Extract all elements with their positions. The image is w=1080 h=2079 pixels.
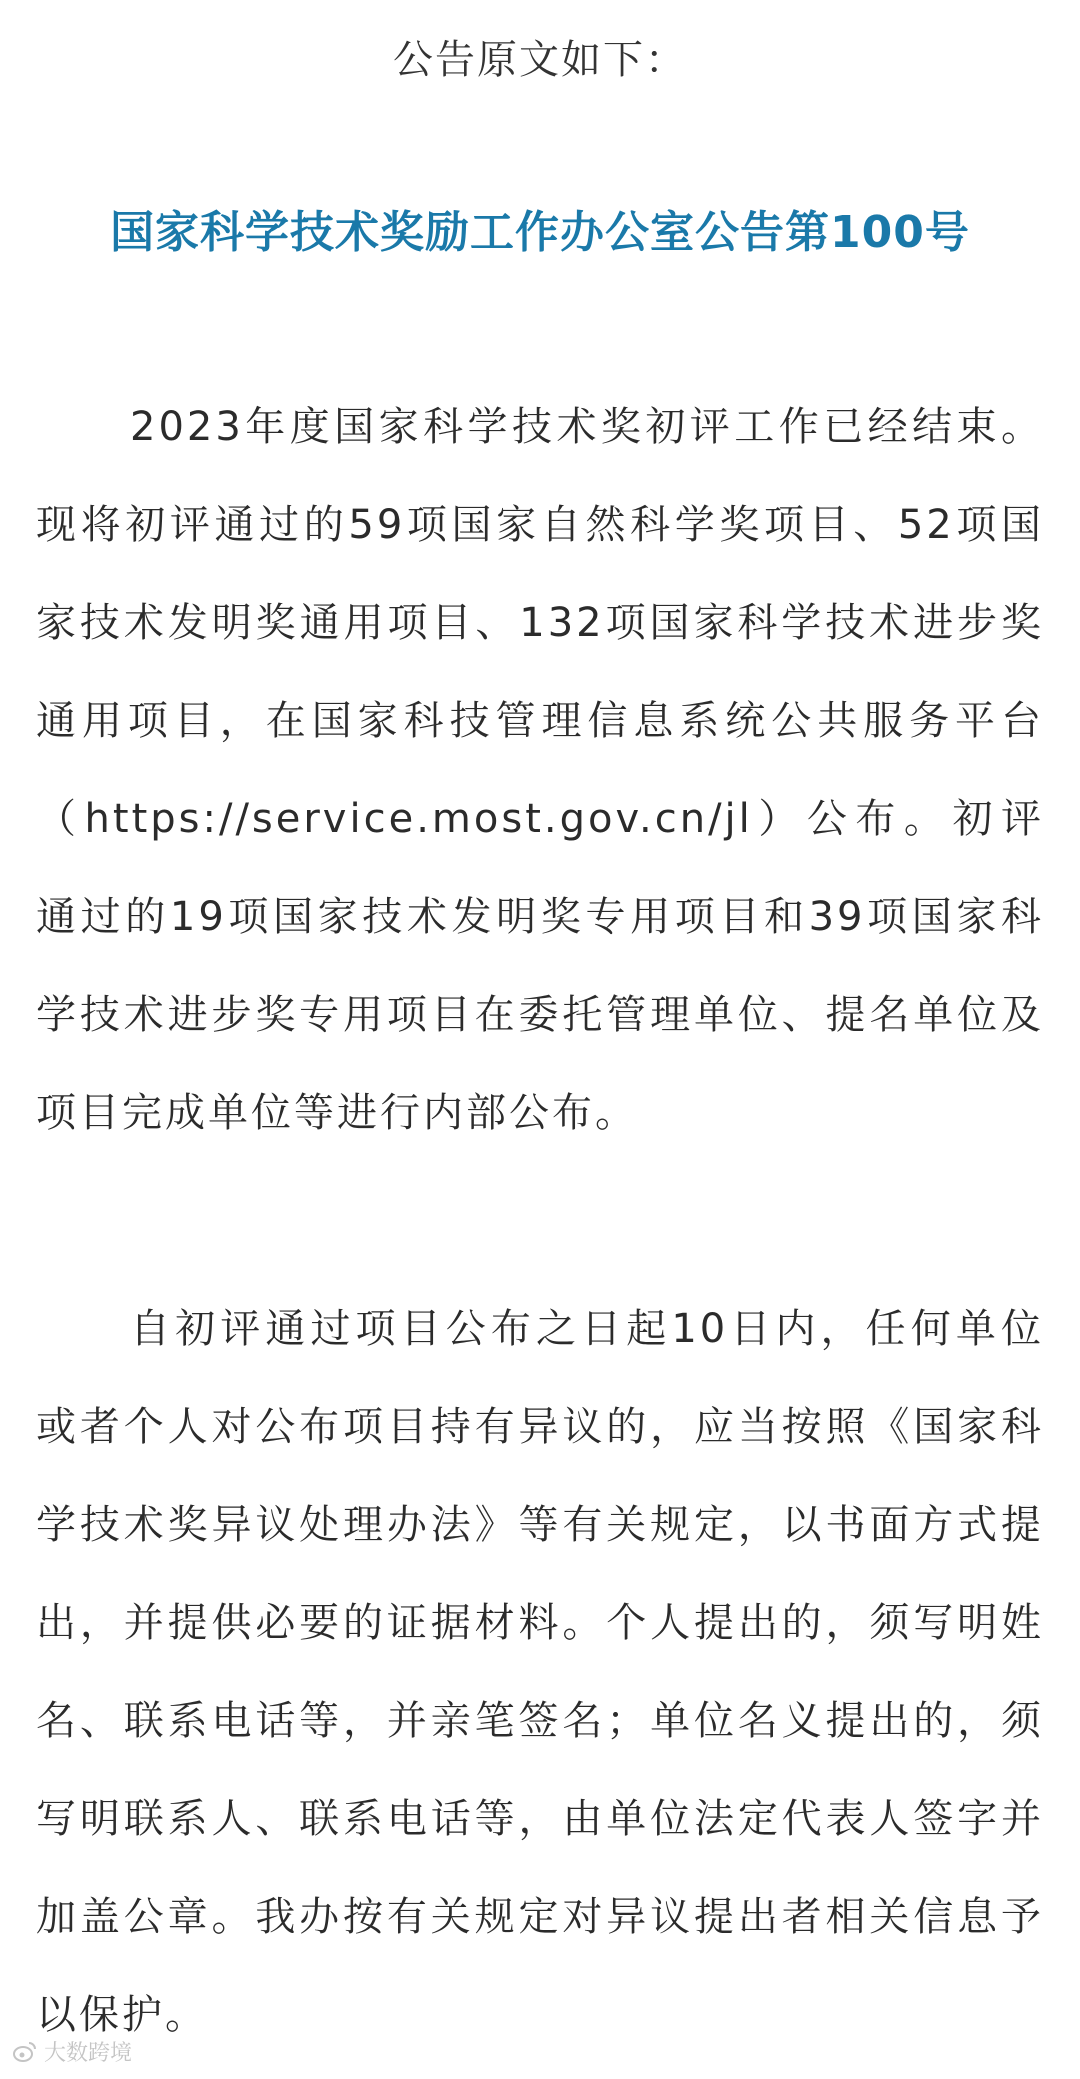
watermark — [12, 2036, 132, 2067]
weibo-logo-icon — [12, 2039, 38, 2065]
paragraph-2: 自初评通过项目公布之日起10日内，任何单位或者个人对公布项目持有异议的，应当按照《国家科学技术奖异议处理办法》等有关规定，以书面方式提出，并提供必要的证据材料。个人提出的，须写明姓名、联系电话等，并亲笔签名；单位名义提出的，须写明联系人、联系电话等，由单位法定代表人签字并加盖公章。我办按有关规定对异议提出者相关信息予以保护。 — [36, 1306, 1044, 2038]
paragraph-1: 2023年度国家科学技术奖初评工作已经结束。现将初评通过的59项国家自然科学奖项目、52项国家技术发明奖通用项目、132项国家科学技术进步奖通用项目，在国家科技管理信息系统公共服务平台（https://service.most.gov.cn/jl）公布。初评通过的19项国家技术发明奖专用项目和39项国家科学技术进步奖专用项目在委托管理单位、提名单位及项目完成单位等进行内部公布。 — [36, 404, 1044, 1136]
announcement-title: 国家科学技术奖励工作办公室公告第100号 — [110, 207, 970, 258]
watermark-text: 大数跨境 — [44, 2041, 133, 2066]
intro-text: 公告原文如下： — [393, 37, 687, 83]
